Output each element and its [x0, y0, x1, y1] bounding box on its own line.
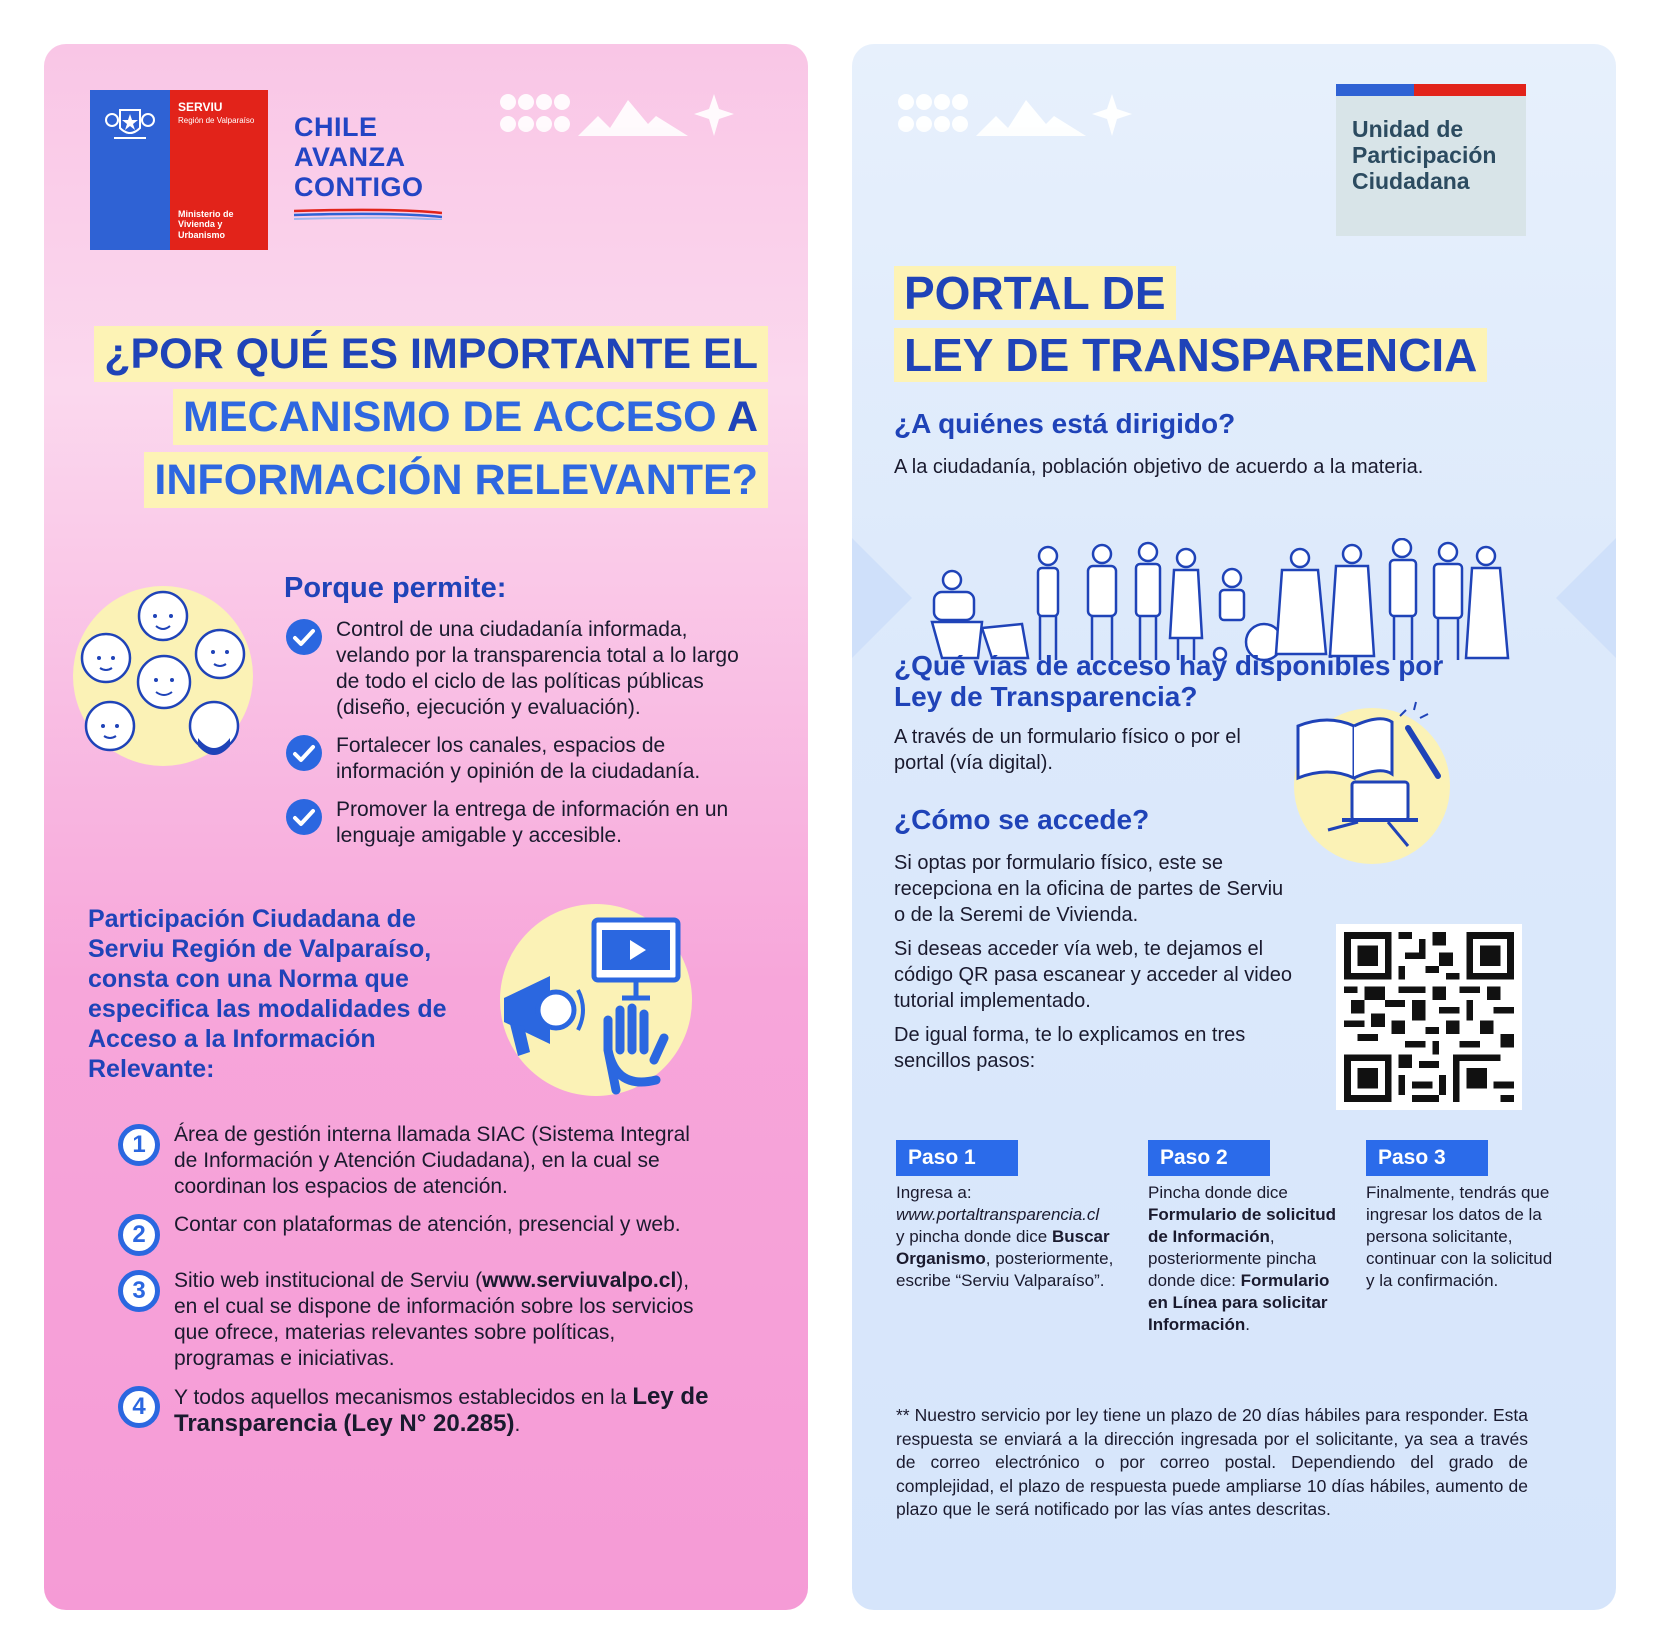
porque-permite-heading: Porque permite:: [284, 572, 507, 604]
modalidades-list: [118, 1122, 718, 1450]
number-badge: 3: [118, 1270, 160, 1312]
question-vias-acceso: ¿Qué vías de acceso hay disponibles por Ley de Transparencia?: [894, 650, 1444, 712]
checkmark-icon: [284, 617, 324, 657]
answer-via-web: Si deseas acceder vía web, te dejamos el código QR pasa escanear y acceder al video tutorial implementado.: [894, 938, 1293, 1012]
paso-1-label: Paso 1: [896, 1140, 1018, 1176]
footnote-plazo: ** Nuestro servicio por ley tiene un plazo de 20 días hábiles para responder. Esta respuesta se enviará a la dirección ingresada por el solicitante, ya sea a través de correo electrónico o por correo postal. Dependiendo del grado de complejidad, el plazo de respuesta puede ampliarse 10 días hábiles, aumento de plazo que le será notificado por las vías antes descritas.: [896, 1405, 1528, 1519]
unidad-participacion-badge: [1336, 84, 1526, 236]
unidad-line: Ciudadana: [1352, 168, 1470, 194]
portal-transparencia-link[interactable]: www.portaltransparencia.cl: [896, 1205, 1100, 1224]
checkmark-icon: [284, 797, 324, 837]
unidad-line: Unidad de: [1352, 116, 1464, 142]
paso-2-text: Pincha donde dice Formulario de solicitud de Información, posteriormente pincha donde dice: Formulario en Línea para solicitar Información.: [1148, 1183, 1336, 1334]
list-item: [118, 1268, 718, 1372]
main-question-title: [44, 326, 768, 515]
qr-code[interactable]: [1336, 924, 1522, 1110]
title-line-2-tail: A: [716, 393, 758, 441]
coat-of-arms-icon: [100, 98, 160, 148]
question-como-se-accede: ¿Cómo se accede?: [894, 804, 1150, 835]
answer-a-quienes: A la ciudadanía, población objetivo de acuerdo a la materia.: [894, 456, 1424, 478]
question-a-quienes: ¿A quiénes está dirigido?: [894, 408, 1236, 439]
left-panel: [44, 44, 808, 1610]
number-badge: 2: [118, 1214, 160, 1256]
megaphone-screen-hand-illustration: [496, 900, 706, 1100]
paso-3-text: Finalmente, tendrás que ingresar los datos de la persona solicitante, continuar con la solicitud y la confirmación.: [1366, 1183, 1553, 1290]
portal-title-line-1: PORTAL DE: [894, 266, 1176, 320]
porque-permite-list: [284, 617, 754, 861]
paso-1-text: Ingresa a: www.portaltransparencia.cl y pincha donde dice Buscar Organismo, posteriormente, escribe “Serviu Valparaíso”.: [896, 1183, 1114, 1290]
answer-formulario-fisico: Si optas por formulario físico, este se recepciona en la oficina de partes de Serviu o de la Seremi de Vivienda.: [894, 852, 1284, 926]
list-item: [284, 797, 754, 849]
list-item-text: Contar con plataformas de atención, presencial y web.: [174, 1213, 681, 1236]
list-item: [284, 733, 754, 785]
decorative-shapes-icon: [498, 90, 738, 140]
chile-avanza-line: CONTIGO: [294, 172, 424, 202]
decorative-shapes-icon: [896, 90, 1136, 140]
participacion-paragraph: Participación Ciudadana de Serviu Región de Valparaíso, consta con una Norma que especifica las modalidades de Acceso a la Información Relevante:: [88, 905, 447, 1083]
list-item-text: Y todos aquellos mecanismos establecidos en la Ley de Transparencia (Ley N° 20.285).: [174, 1383, 709, 1437]
list-item-text: Fortalecer los canales, espacios de información y opinión de la ciudadanía.: [336, 734, 701, 783]
number-badge: 4: [118, 1386, 160, 1428]
title-line-3: INFORMACIÓN RELEVANTE?: [144, 452, 768, 508]
list-item: [118, 1212, 718, 1256]
logo-ministerio: Ministerio de Vivienda y Urbanismo: [178, 208, 234, 240]
unidad-line: Participación: [1352, 142, 1497, 168]
flag-stripe: [1336, 84, 1526, 96]
logo-serviu: SERVIU: [178, 100, 223, 114]
list-item: [284, 617, 754, 721]
citizens-faces-illustration: [68, 586, 258, 766]
title-line-1: ¿POR QUÉ ES IMPORTANTE EL: [94, 326, 768, 382]
list-item: [118, 1122, 718, 1200]
swoosh-stripes-icon: [294, 208, 442, 220]
number-badge: 1: [118, 1124, 160, 1166]
paso-3-label: Paso 3: [1366, 1140, 1488, 1176]
answer-vias-acceso: A través de un formulario físico o por el portal (vía digital).: [894, 726, 1241, 774]
answer-tres-pasos: De igual forma, te lo explicamos en tres sencillos pasos:: [894, 1024, 1246, 1072]
list-item-text: Sitio web institucional de Serviu (www.serviuvalpo.cl), en el cual se dispone de información sobre los servicios que ofrece, materias relevantes sobre políticas, programas e iniciativas.: [174, 1269, 694, 1370]
chile-avanza-line: CHILE: [294, 112, 378, 142]
right-panel: [852, 44, 1616, 1610]
list-item-text: Control de una ciudadanía informada, velando por la transparencia total a lo largo de todo el ciclo de las políticas públicas (diseño, ejecución y evaluación).: [336, 618, 739, 719]
list-item-text: Promover la entrega de información en un lenguaje amigable y accesible.: [336, 798, 729, 847]
list-item-text: Área de gestión interna llamada SIAC (Sistema Integral de Información y Atención Ciudadana), en la cual se coordinan los espacios de atención.: [174, 1123, 690, 1198]
diverse-citizens-illustration: [852, 538, 1616, 668]
portal-title: [894, 266, 1487, 390]
chile-avanza-line: AVANZA: [294, 142, 406, 172]
book-laptop-pen-illustration: [1288, 696, 1458, 866]
portal-title-line-2: LEY DE TRANSPARENCIA: [894, 328, 1487, 382]
title-line-2-highlight: MECANISMO DE ACCESO: [183, 393, 717, 441]
checkmark-icon: [284, 733, 324, 773]
ley-reference: Ley de Transparencia (Ley N° 20.285): [174, 1383, 709, 1437]
chile-avanza-logo: [294, 112, 464, 225]
government-logo: [90, 90, 268, 250]
paso-2-label: Paso 2: [1148, 1140, 1270, 1176]
logo-region: Región de Valparaíso: [178, 116, 255, 125]
list-item: [118, 1384, 718, 1438]
serviu-website-link[interactable]: www.serviuvalpo.cl: [482, 1269, 677, 1292]
